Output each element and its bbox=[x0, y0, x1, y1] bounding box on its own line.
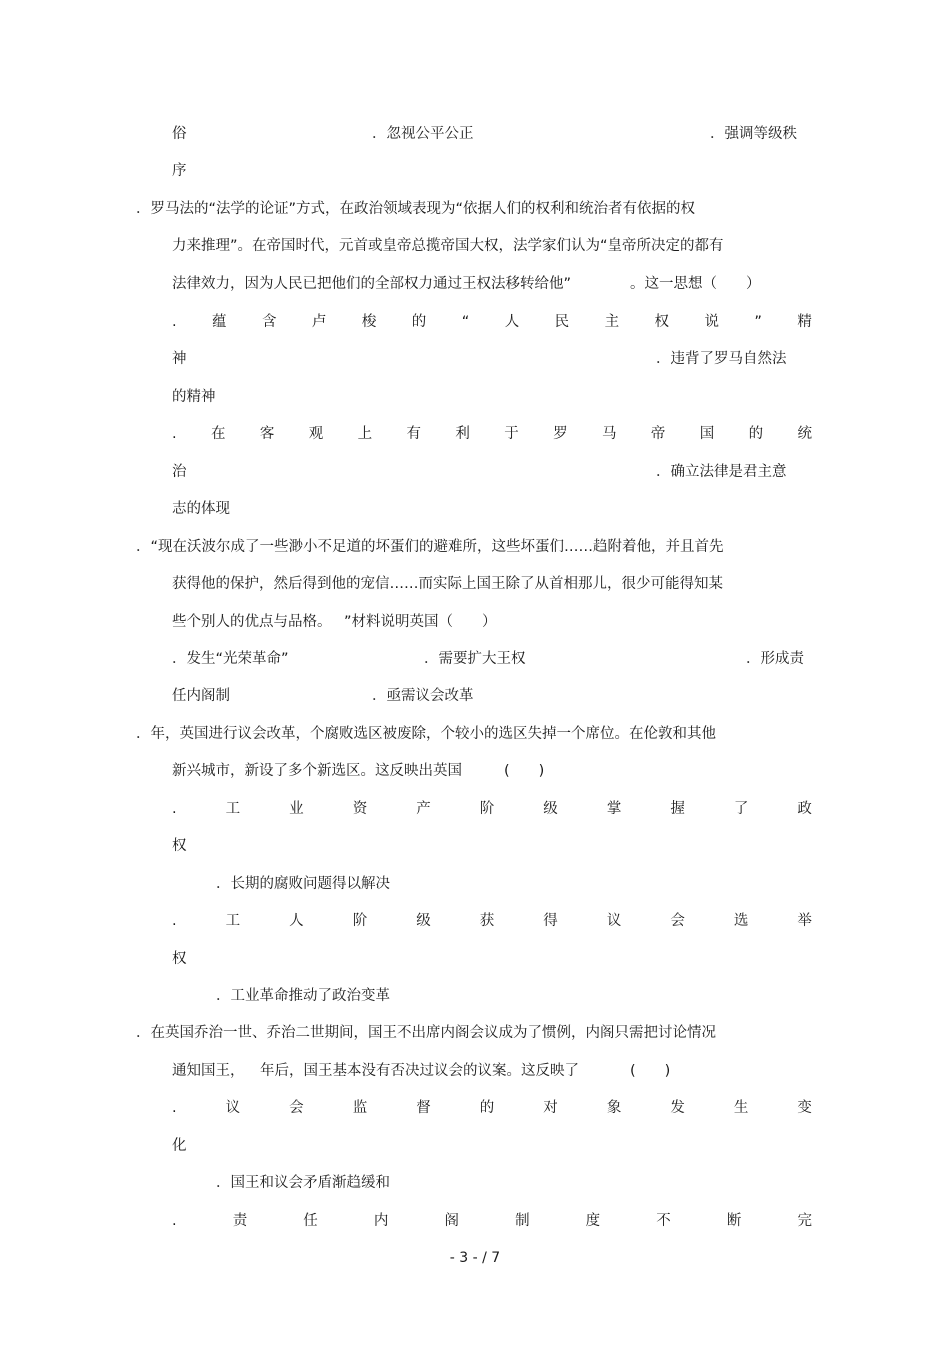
option-a-cont: 神 bbox=[172, 351, 187, 367]
option-a-cont: 权 bbox=[172, 838, 187, 854]
option-b: ．国王和议会矛盾渐趋缓和 bbox=[216, 1175, 390, 1191]
option-b: ．违背了罗马自然法 bbox=[656, 351, 787, 367]
option-c-cont: 任内阁制 bbox=[172, 688, 230, 704]
question-stem: 法律效力，因为人民已把他们的全部权力通过王权法移转给他” bbox=[172, 276, 572, 292]
option-c: . 在 客 观 上 有 利 于 罗 马 帝 国 的 统 bbox=[172, 426, 812, 442]
option-c: ．形成责 bbox=[746, 651, 804, 667]
question-stem: ( ) bbox=[630, 1063, 671, 1079]
option-a: . 议 会 监 督 的 对 象 发 生 变 bbox=[172, 1100, 812, 1116]
question-stem: ( ) bbox=[504, 763, 545, 779]
option-d-cont: 志的体现 bbox=[172, 501, 230, 517]
page-number: - 3 - / 7 bbox=[449, 1250, 501, 1266]
option-c: . 责 任 内 阁 制 度 不 断 完 bbox=[172, 1213, 812, 1229]
question-stem: ．年，英国进行议会改革，个腐败选区被废除，个较小的选区失掉一个席位。在伦敦和其他 bbox=[136, 726, 716, 742]
option-c-cont: 权 bbox=[172, 951, 187, 967]
option-text: ．强调等级秩 bbox=[710, 126, 797, 142]
option-text: ．忽视公平公正 bbox=[372, 126, 474, 142]
option-b: ．长期的腐败问题得以解决 bbox=[216, 876, 390, 892]
option-text: 序 bbox=[172, 163, 187, 179]
question-stem: 。这一思想（ ） bbox=[630, 276, 761, 292]
option-c: . 工 人 阶 级 获 得 议 会 选 举 bbox=[172, 913, 812, 929]
question-stem: 些个别人的优点与品格。 bbox=[172, 614, 332, 630]
question-stem: ”材料说明英国（ ） bbox=[344, 614, 497, 630]
option-c-cont: 治 bbox=[172, 464, 187, 480]
question-stem: ．在英国乔治一世、乔治二世期间，国王不出席内阁会议成为了惯例，内阁只需把讨论情况 bbox=[136, 1025, 716, 1041]
question-stem: ．“现在沃波尔成了一些渺小不足道的坏蛋们的避难所，这些坏蛋们……趋附着他，并且首先 bbox=[136, 539, 724, 555]
option-a: ．发生“光荣革命” bbox=[172, 651, 289, 667]
option-a: . 工 业 资 产 阶 级 掌 握 了 政 bbox=[172, 801, 812, 817]
question-stem: ．罗马法的“法学的论证”方式，在政治领域表现为“依据人们的权利和统治者有依据的权 bbox=[136, 201, 696, 217]
question-stem: 年后，国王基本没有否决过议会的议案。这反映了 bbox=[260, 1063, 579, 1079]
option-d: ．确立法律是君主意 bbox=[656, 464, 787, 480]
question-stem: 获得他的保护，然后得到他的宠信……而实际上国王除了从首相那儿，很少可能得知某 bbox=[172, 576, 723, 592]
option-b: ．需要扩大王权 bbox=[424, 651, 526, 667]
option-d: ．亟需议会改革 bbox=[372, 688, 474, 704]
question-stem: 新兴城市，新设了多个新选区。这反映出英国 bbox=[172, 763, 462, 779]
question-stem: 通知国王， bbox=[172, 1063, 245, 1079]
question-stem: 力来推理”。在帝国时代，元首或皇帝总揽帝国大权，法学家们认为“皇帝所决定的都有 bbox=[172, 238, 724, 254]
option-text: 俗 bbox=[172, 126, 187, 142]
option-d: ．工业革命推动了政治变革 bbox=[216, 988, 390, 1004]
option-a: . 蕴 含 卢 梭 的 “ 人 民 主 权 说 ” 精 bbox=[172, 314, 812, 330]
option-a-cont: 化 bbox=[172, 1138, 187, 1154]
option-b-cont: 的精神 bbox=[172, 389, 216, 405]
